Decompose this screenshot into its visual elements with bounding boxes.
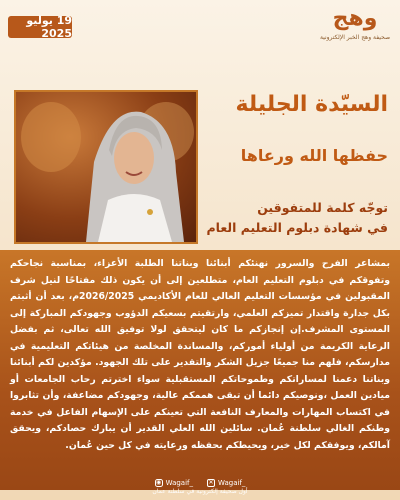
instagram-icon: ◉ — [155, 479, 162, 486]
footer — [0, 474, 400, 500]
x-icon: ✕ — [208, 479, 214, 486]
x-link[interactable] — [207, 479, 245, 487]
message-body: بمشاعر الفرح والسرور نهنئكم أبنائنا وبناتنا الطلبة الأعزاء، بمناسبة نجاحكم وتفوقكم في دبلوم التعليم العام، متطلعين إلى أن يكون ذلك مفتاحًا لنيل شرف المقبولين في مؤسسات التعليم العالي للعام الأكاديمي 2026/2025م، بعد أن أثبتم بكل جدارة واقتدار تميزكم العلمي، وارتقيتم بسعيكم الدؤوب وجهودكم المباركة إلى المستوى المشرف.إن إنجازكم ما كان ليتحقق لولا توفيق الله تعالى، ثم بفضل الرعاية الكريمة من أولياء أموركم، والمساندة المخلصة من هيئاتكم التعليمية في مدارسكم، فلهم منا جميعًا جزيل الشكر والتقدير على تلك الجهود. مؤكدين لكم أبنائنا وبناتنا دعمنا لمساراتكم وطموحاتكم المستقبلية سواء اخترتم رحاب الجامعات أو ميادين العمل ،ونوصيكم دائما أن تبقى هممكم عالية، وجهودكم مضاعفة، وأن تثابروا في اكتساب المهارات والمعارف النافعة التي تعينكم على الإسهام الفاعل في خدمة وطنكم الغالي سلطنة عُمان. سائلين الله العلي القدير أن يبارك حصادكم، ويحقق آمالكم، ويوفقكم لكل خير، ويحيطكم بحفظه ورعايته في كل حين عُمان. — [10, 258, 390, 451]
message-heading-line-2: في شهادة دبلوم التعليم العام — [206, 220, 388, 235]
brand-logo — [320, 6, 390, 50]
instagram-handle: Wagaif_ — [165, 479, 193, 487]
date-badge: 19 يوليو 2025 — [8, 16, 72, 38]
portrait-photo — [14, 90, 198, 244]
page-title: السيّدة الجليلة — [235, 92, 388, 117]
message-heading-line-1: توجّه كلمة للمتفوقين — [257, 200, 388, 215]
x-handle: Wagaif_ — [218, 479, 246, 487]
message-heading — [188, 198, 388, 238]
message-panel — [0, 250, 400, 490]
brand-tagline: صحيفة وهج الخبر الإلكترونية — [319, 34, 391, 41]
portrait-illustration — [16, 92, 196, 242]
footer-tagline: أول صحيفة إلكترونية في سلطنة عمان — [152, 488, 248, 495]
instagram-link[interactable] — [155, 479, 193, 487]
social-handles — [155, 479, 246, 487]
brand-logo-text: وهج — [332, 6, 378, 31]
page-subtitle: حفظها الله ورعاها — [240, 146, 388, 165]
